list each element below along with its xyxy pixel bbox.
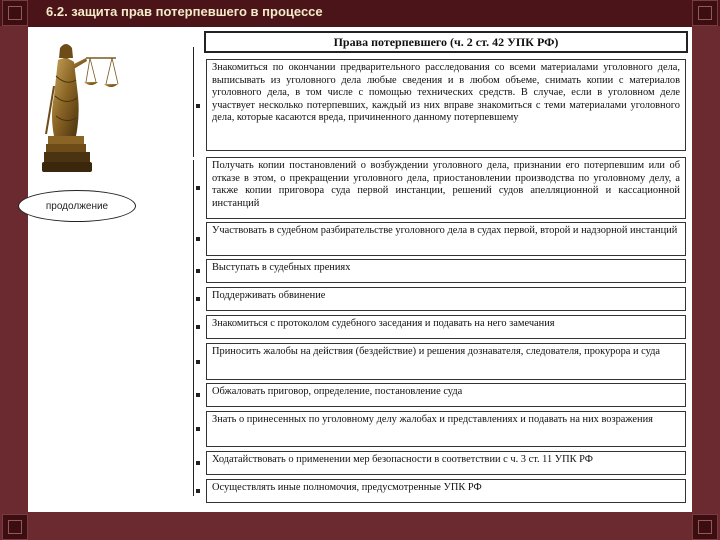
- bracket-bullet: [196, 104, 200, 108]
- bracket-bullet: [196, 297, 200, 301]
- corner-ornament-top-left: [2, 0, 28, 26]
- bracket-bullet: [196, 237, 200, 241]
- right-item: Обжаловать приговор, определение, постановление суда: [206, 383, 686, 407]
- slide-title: 6.2. защита прав потерпевшего в процессе: [46, 4, 323, 19]
- right-item: Приносить жалобы на действия (бездействие) и решения дознавателя, следователя, прокурора и суда: [206, 343, 686, 380]
- themis-statue-icon: [40, 36, 120, 176]
- bracket-bullet: [196, 393, 200, 397]
- corner-ornament-bottom-right: [692, 514, 718, 540]
- bracket-bullet: [196, 489, 200, 493]
- right-border-bar: [692, 26, 720, 514]
- right-item: Выступать в судебных прениях: [206, 259, 686, 283]
- right-item: Знакомиться по окончании предварительного расследования со всеми материалами уголовного дела, выписывать из уголовного дела любые сведения и в любом объеме, снимать копии с материалов уголовного дела, в том числе с помощью технических средств. В случае, если в уголовном деле участвует несколько потерпевших, каждый из них вправе знакомиться с теми материалами уголовного дела, которые касаются вреда, причиненного данному потерпевшему: [206, 59, 686, 151]
- right-item: Осуществлять иные полномочия, предусмотренные УПК РФ: [206, 479, 686, 503]
- title-bar: [0, 0, 720, 26]
- right-item: Участвовать в судебном разбирательстве уголовного дела в судах первой, второй и надзорной инстанций: [206, 222, 686, 256]
- right-item: Поддерживать обвинение: [206, 287, 686, 311]
- right-item: Получать копии постановлений о возбуждении уголовного дела, признании его потерпевшим или об отказе в этом, о прекращении уголовного дела, приостановлении производства по уголовному делу, а также копии приговора суда первой инстанции, решений судов апелляционной и кассационной инстанций: [206, 157, 686, 219]
- bracket-bullet: [196, 427, 200, 431]
- continuation-label: продолжение: [18, 190, 136, 222]
- bottom-border-bar: [0, 512, 720, 540]
- bracket-bullet: [196, 186, 200, 190]
- right-item: Ходатайствовать о применении мер безопасности в соответствии с ч. 3 ст. 11 УПК РФ: [206, 451, 686, 475]
- right-item: Знать о принесенных по уголовному делу жалобах и представлениях и подавать на них возражения: [206, 411, 686, 447]
- bracket-line-main: [193, 160, 194, 496]
- corner-ornament-bottom-left: [2, 514, 28, 540]
- bracket-bullet: [196, 325, 200, 329]
- left-border-bar: [0, 26, 28, 514]
- corner-ornament-top-right: [692, 0, 718, 26]
- bracket-bullet: [196, 461, 200, 465]
- rights-header: Права потерпевшего (ч. 2 ст. 42 УПК РФ): [204, 31, 688, 53]
- right-item: Знакомиться с протоколом судебного заседания и подавать на него замечания: [206, 315, 686, 339]
- bracket-bullet: [196, 360, 200, 364]
- bracket-bullet: [196, 269, 200, 273]
- bracket-line-top: [193, 47, 194, 157]
